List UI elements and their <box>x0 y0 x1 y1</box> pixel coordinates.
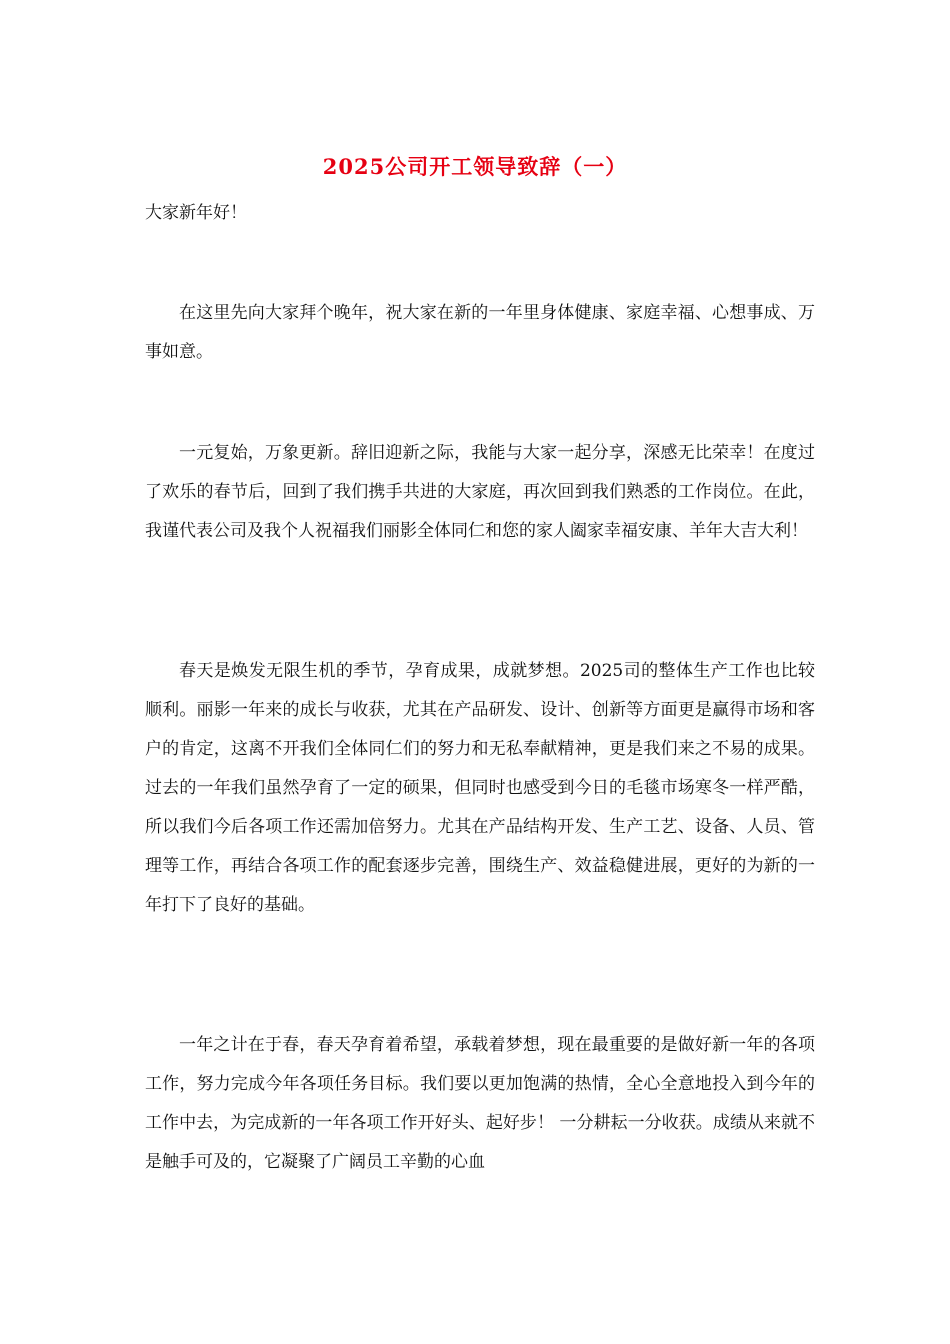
paragraph-3: 春天是焕发无限生机的季节，孕育成果，成就梦想。2025司的整体生产工作也比较顺利。丽影一年来的成长与收获，尤其在产品研发、设计、创新等方面更是赢得市场和客户的肯定，这离不开我们全体同仁们的努力和无私奉献精神，更是我们来之不易的成果。过去的一年我们虽然孕育了一定的硕果，但同时也感受到今日的毛毯市场寒冬一样严酷，所以我们今后各项工作还需加倍努力。尤其在产品结构开发、生产工艺、设备、人员、管理等工作，再结合各项工作的配套逐步完善，围绕生产、效益稳健进展，更好的为新的一年打下了良好的基础。 <box>145 661 815 915</box>
paragraph-1: 在这里先向大家拜个晚年，祝大家在新的一年里身体健康、家庭幸福、心想事成、万事如意。 <box>145 303 815 362</box>
document-title: 2025公司开工领导致辞（一） <box>322 154 628 179</box>
greeting: 大家新年好！ <box>145 203 247 223</box>
paragraph-4: 一年之计在于春，春天孕育着希望，承载着梦想，现在最重要的是做好新一年的各项工作，努力完成今年各项任务目标。我们要以更加饱满的热情，全心全意地投入到今年的工作中去，为完成新的一年各项工作开好头、起好步！ 一分耕耘一分收获。成绩从来就不是触手可及的，它凝聚了广阔员工辛勤的心血 <box>145 1035 815 1172</box>
paragraph-2: 一元复始，万象更新。辞旧迎新之际，我能与大家一起分享，深感无比荣幸！在度过了欢乐的春节后，回到了我们携手共进的大家庭，再次回到我们熟悉的工作岗位。在此，我谨代表公司及我个人祝福我们丽影全体同仁和您的家人阖家幸福安康、羊年大吉大利！ <box>145 443 815 541</box>
